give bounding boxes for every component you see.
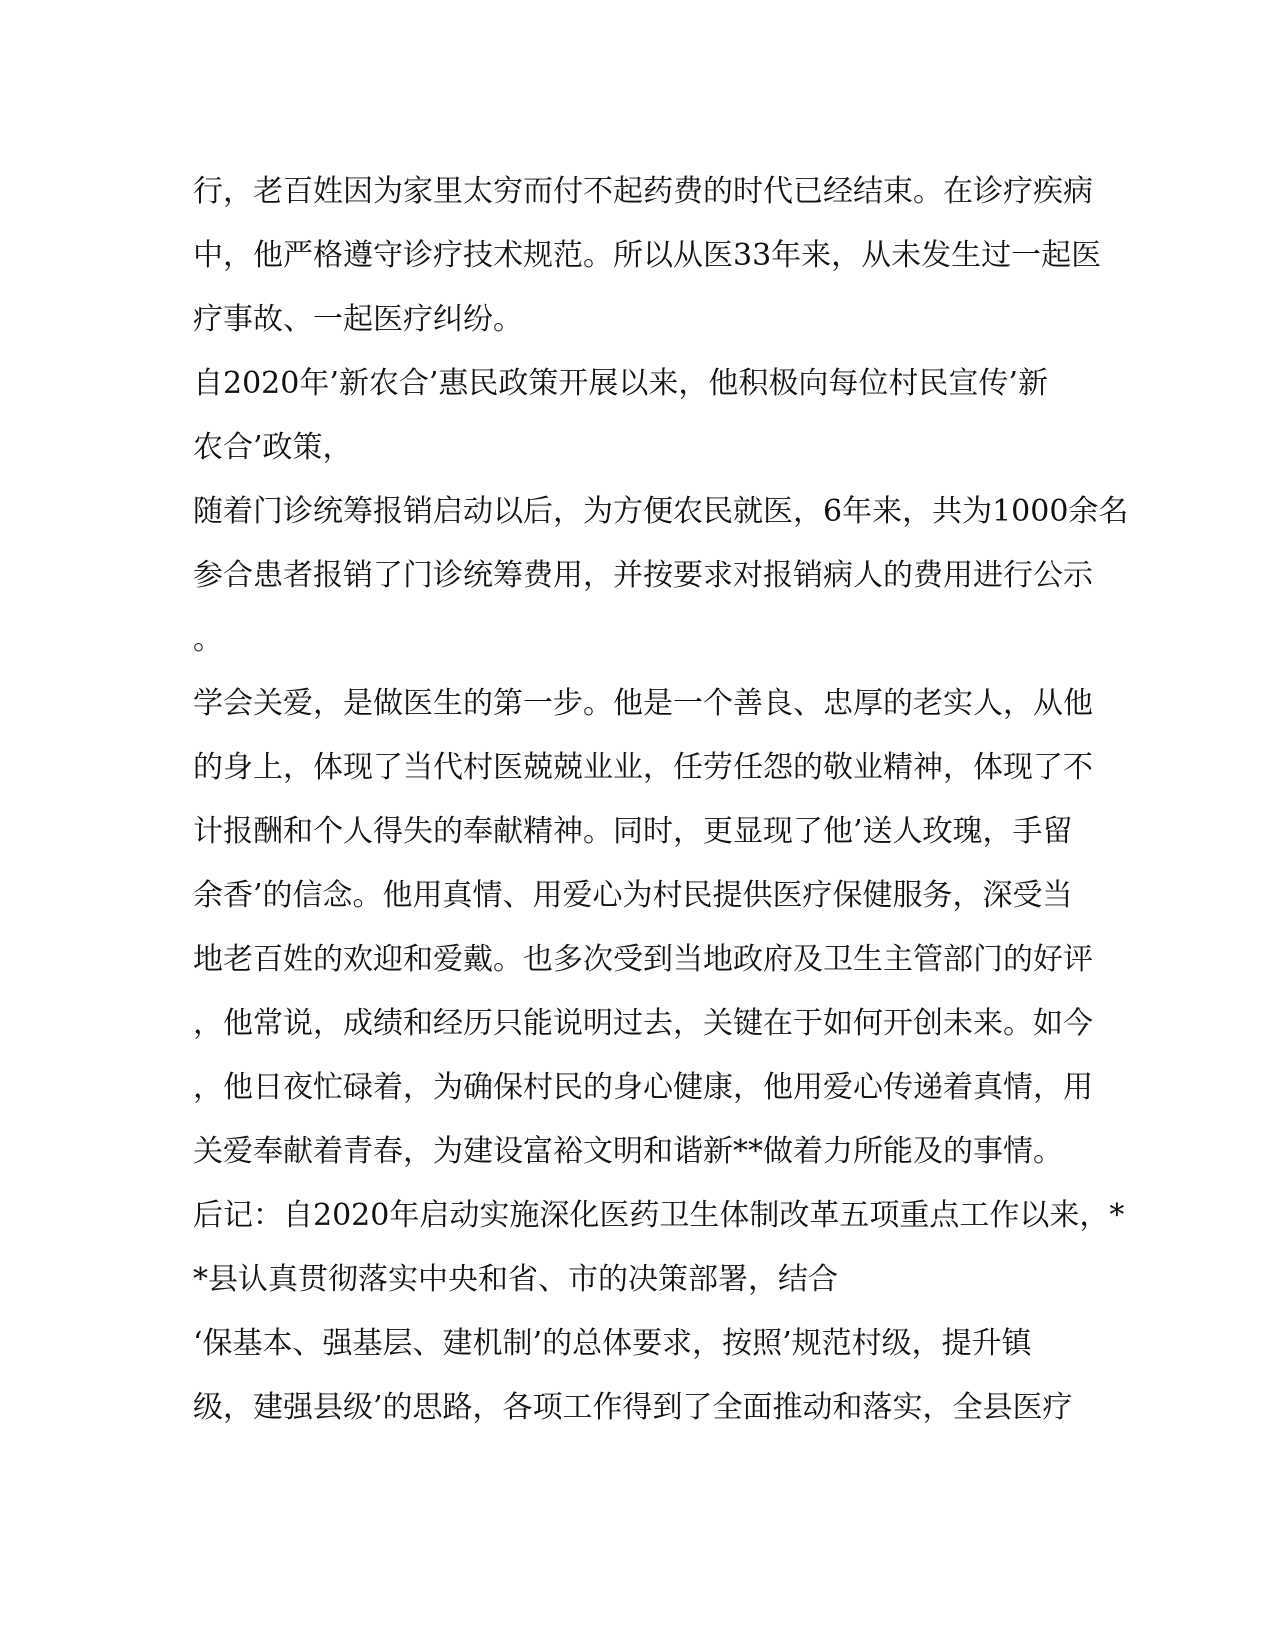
text-line: 学会关爱，是做医生的第一步。他是一个善良、忠厚的老实人，从他 — [193, 686, 1093, 721]
text-line: 关爱奉献着青春，为建设富裕文明和谐新**做着力所能及的事情。 — [193, 1134, 1063, 1169]
text-line: 自2020年’新农合’惠民政策开展以来，他积极向每位村民宣传’新 — [193, 366, 1048, 401]
text-line: 参合患者报销了门诊统筹费用，并按要求对报销病人的费用进行公示 — [193, 558, 1093, 593]
text-line: 后记：自2020年启动实施深化医药卫生体制改革五项重点工作以来，* — [193, 1198, 1125, 1233]
text-line: 农合’政策， — [193, 430, 353, 465]
text-line: 余香’的信念。他用真情、用爱心为村民提供医疗保健服务，深受当 — [193, 878, 1073, 913]
text-line: 疗事故、一起医疗纠纷。 — [193, 302, 523, 337]
text-line: 地老百姓的欢迎和爱戴。也多次受到当地政府及卫生主管部门的好评 — [193, 942, 1093, 977]
text-line: ，他常说，成绩和经历只能说明过去，关键在于如何开创未来。如今 — [193, 1006, 1093, 1041]
text-line: 级，建强县级’的思路，各项工作得到了全面推动和落实，全县医疗 — [193, 1390, 1073, 1425]
body-text — [193, 160, 1129, 1440]
text-line: 。 — [193, 622, 223, 657]
text-line: ，他日夜忙碌着，为确保村民的身心健康，他用爱心传递着真情，用 — [193, 1070, 1093, 1105]
text-line: 计报酬和个人得失的奉献精神。同时，更显现了他’送人玫瑰，手留 — [193, 814, 1073, 849]
text-line: 行，老百姓因为家里太穷而付不起药费的时代已经结束。在诊疗疾病 — [193, 174, 1093, 209]
text-line: 中，他严格遵守诊疗技术规范。所以从医33年来，从未发生过一起医 — [193, 238, 1102, 273]
text-line: 的身上，体现了当代村医兢兢业业，任劳任怨的敬业精神，体现了不 — [193, 750, 1093, 785]
text-line: 随着门诊统筹报销启动以后，为方便农民就医，6年来，共为1000余名 — [193, 494, 1129, 529]
text-line: ‘保基本、强基层、建机制’的总体要求，按照’规范村级，提升镇 — [193, 1326, 1032, 1361]
text-line: *县认真贯彻落实中央和省、市的决策部署，结合 — [193, 1262, 838, 1297]
